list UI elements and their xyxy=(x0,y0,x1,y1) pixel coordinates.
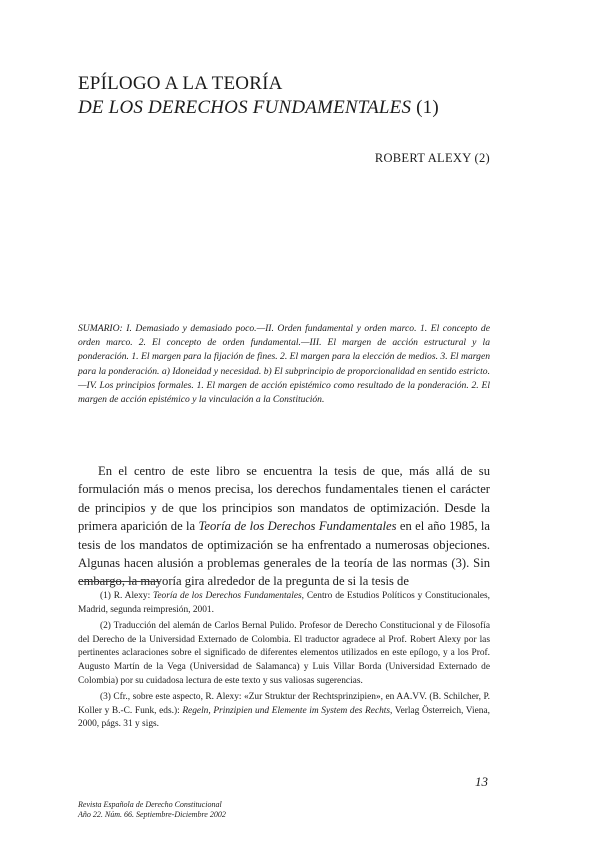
journal-info xyxy=(78,800,490,820)
footnote-1-title: Teoría de los Derechos Fundamentales xyxy=(153,591,302,601)
article-title xyxy=(78,72,490,120)
title-line-1: EPÍLOGO A LA TEORÍA xyxy=(78,73,283,94)
footnote-3-text-b: , Verlag Österreich, Viena, 2000, págs. 31 y sigs. xyxy=(78,705,490,730)
footnote-divider xyxy=(78,581,160,582)
summary-label: SUMARIO: xyxy=(78,323,123,334)
title-footnote-ref: (1) xyxy=(416,97,439,118)
body-text-a: En el centro de este libro se encuentra la tesis de que, más allá de su formulación más o menos precisa, los derechos fundamentales tienen el carácter de principios y de que los principios son mandatos de optimización. Desde la primera aparición de la xyxy=(78,464,490,534)
footnote-1-text-a: (1) R. Alexy: xyxy=(100,591,154,601)
summary-block xyxy=(78,322,490,407)
title-line-2-text: DE LOS DERECHOS FUNDAMENTALES xyxy=(78,97,412,118)
footnote-3-text-a: (3) Cfr., sobre este aspecto, R. Alexy: «Zur Struktur der Rechtsprinzipien», en AA.VV. (B. Schilcher, P. Koller y B.-C. Funk, eds.): xyxy=(78,692,490,716)
title-line-2 xyxy=(78,96,490,120)
footnotes xyxy=(78,590,490,735)
author-name: ROBERT ALEXY (2) xyxy=(374,151,490,165)
journal-name: Revista Española de Derecho Constitucional xyxy=(78,800,222,809)
journal-issue: Año 22. Núm. 66. Septiembre-Diciembre 2002 xyxy=(78,810,226,819)
body-book-title: Teoría de los Derechos Fundamentales xyxy=(198,519,397,534)
footnote-1 xyxy=(78,590,490,617)
footnote-3 xyxy=(78,691,490,732)
body-text-b: en el año 1985, la tesis de los mandatos de optimización se ha enfrentado a numerosas objeciones. Algunas hacen alusión a problemas generales de la teoría de las normas (3). Sin embargo, la mayoría gira alrededor de la pregunta de si la tesis de xyxy=(78,519,490,589)
page-number: 13 xyxy=(475,774,488,789)
summary-text: I. Demasiado y demasiado poco.—II. Orden fundamental y orden marco. 1. El concepto de orden marco. 2. El concepto de orden fundamental.—III. El margen de acción estructural y la ponderación. 1. El margen para la fijación de fines. 2. El margen para la elección de medios. 3. El margen para la ponderación. a) Idoneidad y necesidad. b) El subprincipio de proporcionalidad en sentido estricto.—IV. Los principios formales. 1. El margen de acción epistémico como resultado de la ponderación. 2. El margen de acción epistémico y la vinculación a la Constitución. xyxy=(78,323,490,406)
footnote-3-title: Regeln, Prinzipien und Elemente im System des Rechts xyxy=(182,705,391,716)
body-paragraph xyxy=(78,462,490,591)
footnote-2: (2) Traducción del alemán de Carlos Bernal Pulido. Profesor de Derecho Constitucional y de Filosofía del Derecho de la Universidad Externado de Colombia. El traductor agradece al Prof. Robert Alexy por las pertinentes aclaraciones sobre el significado de diferentes elementos utilizados en este epílogo, y a los Prof. Augusto Martín de la Vega (Universidad de Salamanca) y Luis Villar Borda (Universidad Externado de Colombia) por su cuidadosa lectura de este texto y sus valiosas sugerencias. xyxy=(78,621,490,686)
footnote-1-text-b: , Centro de Estudios Políticos y Constitucionales, Madrid, segunda reimpresión, 2001. xyxy=(78,591,491,615)
